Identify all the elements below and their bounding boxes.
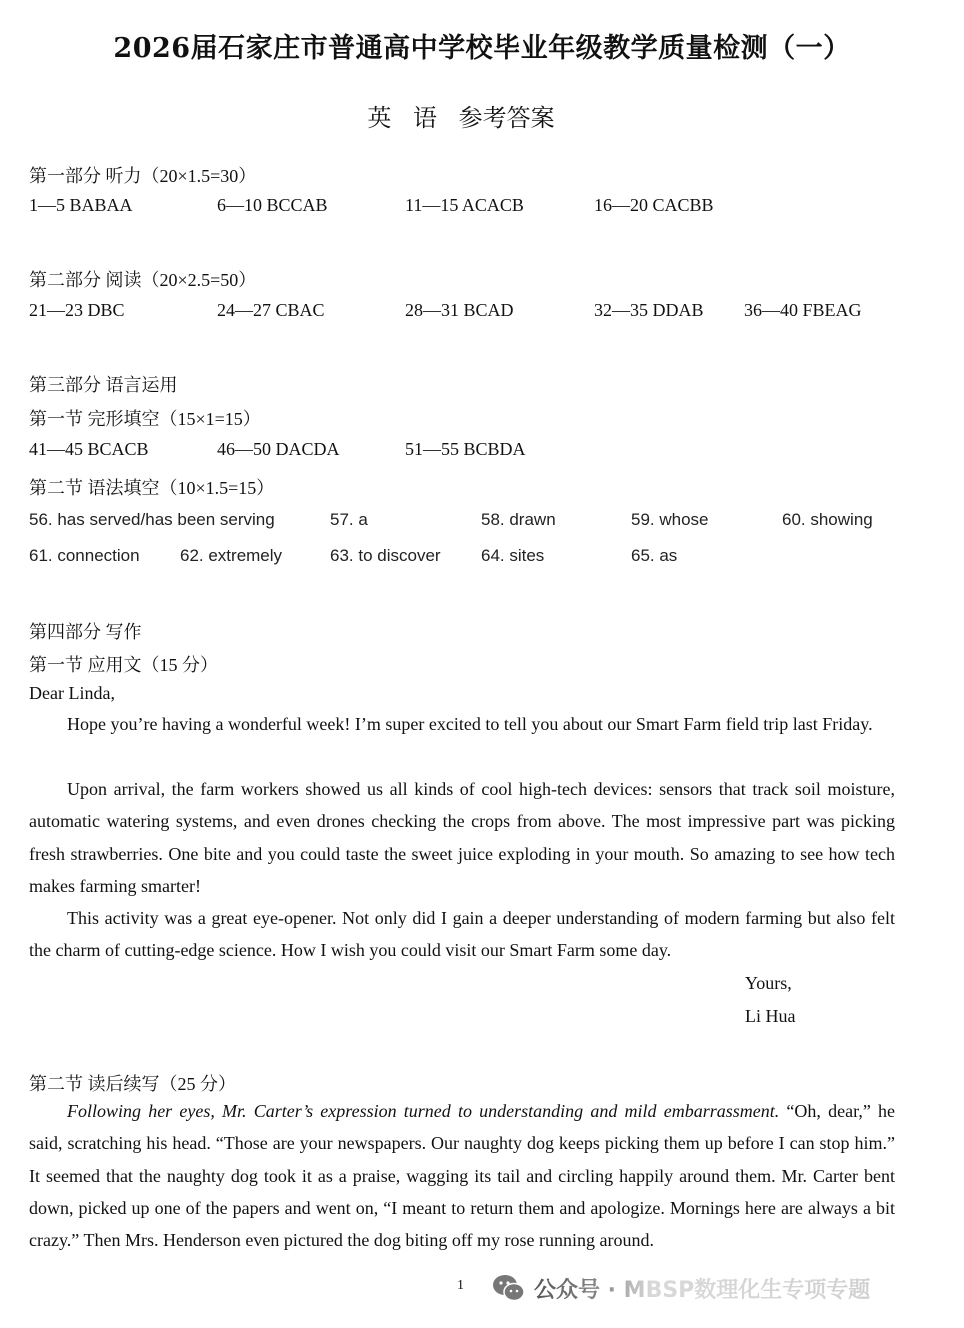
- grammar-answer: 64. sites: [481, 546, 545, 565]
- letter-signature: Li Hua: [745, 1006, 796, 1026]
- page-subtitle: 英 语 参考答案: [367, 104, 555, 132]
- answer-group: 41—45 BCACB: [29, 439, 149, 459]
- grammar-heading: 第二节 语法填空（10×1.5=15）: [29, 478, 275, 498]
- part4-heading: 第四部分 写作: [29, 622, 142, 642]
- grammar-answer: 63. to discover: [330, 546, 441, 565]
- watermark-text: 公众号 · MBSP数理化生专项专题: [534, 1273, 870, 1304]
- page-title: 2026届石家庄市普通高中学校毕业年级教学质量检测（一）: [113, 33, 851, 64]
- grammar-answer: 57. a: [330, 510, 368, 529]
- letter-closing: Yours,: [745, 973, 792, 993]
- letter-greeting: Dear Linda,: [29, 683, 115, 703]
- cloze-heading: 第一节 完形填空（15×1=15）: [29, 409, 261, 429]
- answer-group: 28—31 BCAD: [405, 300, 514, 320]
- answer-group: 21—23 DBC: [29, 300, 125, 320]
- continuation-lead: Following her eyes, Mr. Carter’s expression turned to understanding and mild embarrassment.: [67, 1101, 780, 1121]
- answer-group: 24—27 CBAC: [217, 300, 325, 320]
- letter-paragraph: Hope you’re having a wonderful week! I’m super excited to tell you about our Smart Farm field trip last Friday.: [67, 714, 873, 734]
- part3-heading: 第三部分 语言运用: [29, 375, 178, 395]
- grammar-answer: 62. extremely: [180, 546, 283, 565]
- answer-group: 51—55 BCBDA: [405, 439, 526, 459]
- grammar-answer: 65. as: [631, 546, 678, 565]
- continuation-heading: 第二节 读后续写（25 分）: [29, 1074, 236, 1094]
- letter-heading: 第一节 应用文（15 分）: [29, 655, 218, 675]
- continuation-body: “Oh, dear,” he said, scratching his head. “Those are your newspapers. Our naughty dog keeps picking them up before I can stop him.” It seemed that the naughty dog took it as a praise, wagging its tail and circling happily around them. Mr. Carter bent down, picked up one of the papers and went on, “I meant to return them and apologize. Mornings here are always a bit crazy.” Then Mrs. Henderson even pictured the dog biting off my rose running around.: [29, 1101, 896, 1251]
- answer-group: 16—20 CACBB: [594, 195, 714, 215]
- answer-group: 11—15 ACACB: [405, 195, 524, 215]
- part2-heading: 第二部分 阅读（20×2.5=50）: [29, 270, 257, 290]
- letter-paragraph: This activity was a great eye-opener. Not only did I gain a deeper understanding of modern farming but also felt the charm of cutting-edge science. How I wish you could visit our Smart Farm some day.: [29, 908, 895, 961]
- answer-group: 1—5 BABAA: [29, 195, 133, 215]
- grammar-answer: 58. drawn: [481, 510, 556, 529]
- letter-paragraph: Upon arrival, the farm workers showed us all kinds of cool high-tech devices: sensors that track soil moisture, automatic watering systems, and even drones checking the crops from above. The most impressive part was picking fresh strawberries. One bite and you could taste the sweet juice exploding in your mouth. So amazing to see how tech makes farming smarter!: [29, 779, 895, 896]
- answer-group: 32—35 DDAB: [594, 300, 704, 320]
- answer-group: 46—50 DACDA: [217, 439, 340, 459]
- grammar-answer: 56. has served/has been serving: [29, 510, 275, 529]
- part1-heading: 第一部分 听力（20×1.5=30）: [29, 166, 257, 186]
- grammar-answer: 59. whose: [631, 510, 709, 529]
- grammar-answer: 60. showing: [782, 510, 873, 529]
- wechat-icon: [492, 1273, 526, 1303]
- watermark: [492, 1268, 870, 1308]
- answer-group: 6—10 BCCAB: [217, 195, 328, 215]
- answer-group: 36—40 FBEAG: [744, 300, 862, 320]
- continuation-paragraph: [29, 1095, 895, 1256]
- grammar-answer: 61. connection: [29, 546, 140, 565]
- page-number: 1: [457, 1278, 464, 1293]
